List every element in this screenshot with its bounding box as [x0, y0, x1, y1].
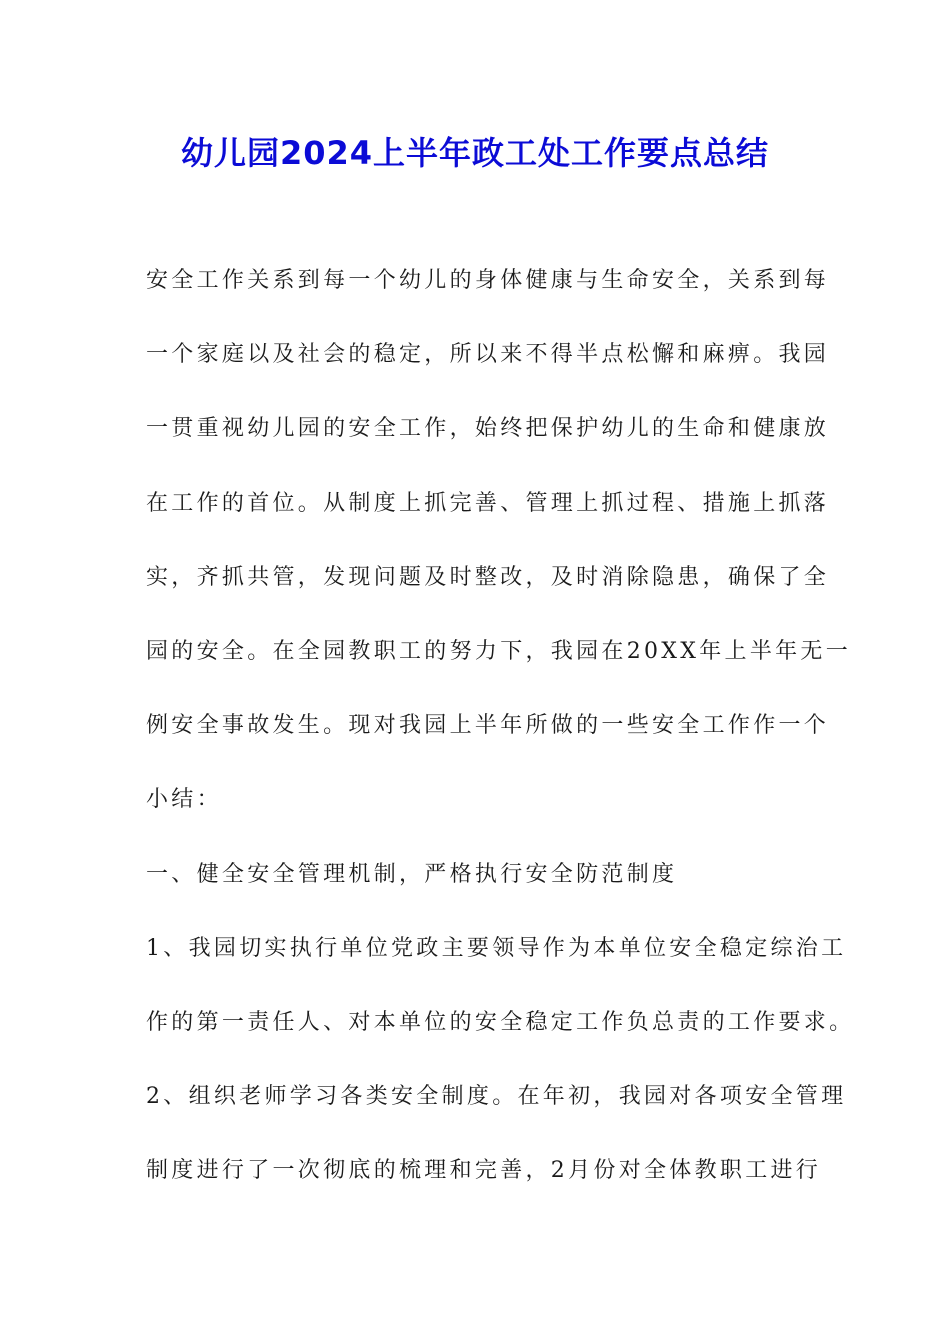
document-title: 幼儿园2024上半年政工处工作要点总结: [180, 134, 770, 172]
paragraph-line: 实，齐抓共管，发现问题及时整改，及时消除隐患，确保了全: [146, 564, 830, 590]
list-item-line: 制度进行了一次彻底的梳理和完善，2月份对全体教职工进行: [146, 1158, 822, 1184]
document-body: [146, 244, 855, 1208]
paragraph-line: 例安全事故发生。现对我园上半年所做的一些安全工作作一个: [146, 713, 830, 739]
list-item-line: 1、我园切实执行单位党政主要领导作为本单位安全稳定综治工: [146, 935, 847, 961]
paragraph-line: 小结：: [146, 787, 222, 813]
list-item-line: 2、组织老师学习各类安全制度。在年初，我园对各项安全管理: [146, 1084, 847, 1110]
section-heading: 一、健全安全管理机制，严格执行安全防范制度: [146, 861, 678, 887]
paragraph-line: 在工作的首位。从制度上抓完善、管理上抓过程、措施上抓落: [146, 490, 830, 516]
paragraph-line: 一个家庭以及社会的稳定，所以来不得半点松懈和麻痹。我园: [146, 342, 830, 368]
paragraph-line: 一贯重视幼儿园的安全工作，始终把保护幼儿的生命和健康放: [146, 416, 830, 442]
paragraph-line: 安全工作关系到每一个幼儿的身体健康与生命安全，关系到每: [146, 268, 830, 293]
paragraph-line: 园的安全。在全园教职工的努力下，我园在20XX年上半年无一: [146, 638, 852, 664]
list-item-line: 作的第一责任人、对本单位的安全稳定工作负总责的工作要求。: [146, 1009, 855, 1035]
